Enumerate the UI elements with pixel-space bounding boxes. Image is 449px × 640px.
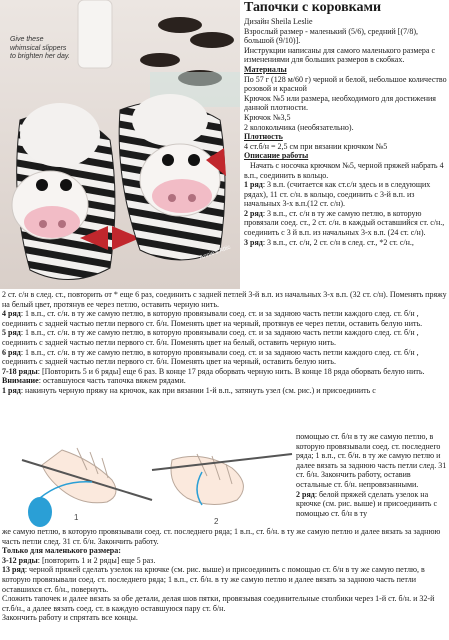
row-label: 1 ряд <box>2 385 21 395</box>
row-text: : 3 в.п., ст. с/н, 2 ст. с/н в след. ст., *2 ст. с/н., <box>262 237 414 247</box>
slippers-photo <box>0 0 240 289</box>
row-text: : [Повторить 5 и 6 ряды] еще 6 раз. В конце 17 ряда оборвать черную нить. В конце 18 ряда оборвать белую нить. <box>37 366 425 376</box>
row-label: 1 ряд <box>244 180 263 190</box>
materials-hook-2: Крючок №3,5 <box>244 112 291 122</box>
row-2 <box>244 209 447 238</box>
attention-note <box>2 376 447 386</box>
flat-row-1-continued: помощью ст. б/н в ту же самую петлю, в которую провязывали соед. ст. последнего ряда; 1 в.п., ст. б/н. в ту же самую петлю и далее вязать за заднюю часть петли след. 31 ст. б/н. Закончить работу, оставив остальные ст. б/н. непровязанными. <box>296 432 447 489</box>
rows-7-18 <box>2 367 447 377</box>
finish-instructions: Закончить работу и спрятать все концы. <box>2 613 138 623</box>
row-3 <box>244 238 447 248</box>
pattern-footer <box>2 527 447 623</box>
work-intro: Начать с носочка крючком №5, черной пряжей набрать 4 в.п., соединить в кольцо. <box>244 160 444 180</box>
rows-3-12 <box>2 556 447 566</box>
photo-caption: Give these whimsical slippers to brighten her day. <box>10 36 70 60</box>
row-5 <box>2 328 447 347</box>
small-size-heading: Только для маленького размера: <box>2 546 121 556</box>
row-label: 5 ряд <box>2 328 21 338</box>
brand-stamp: Annie's Attic <box>198 244 232 262</box>
flat-row-1 <box>2 386 447 396</box>
row-label: 7-18 ряды <box>2 366 38 376</box>
row-text: : 1 в.п., ст. с/н. в ту же самую петлю, в которую провязывали соед. ст. и за заднюю часть петли каждого след. ст. б/н , соединить с задней частью петли первого ст. б/н. Поменять цвет на черный, протянув ее через петли, оставить белую нить. <box>2 309 423 328</box>
materials-hook: Крючок №5 или размера, необходимого для достижения данной плотности. <box>244 93 436 113</box>
flat-row-2-continued: же самую петлю, в которую провязывали соед. ст. последнего ряда; 1 в.п., ст. б/н. в ту же самую петлю и далее вязать за заднюю часть петли след. 31 ст. б/н. Закончить работу. <box>2 527 441 546</box>
gauge-heading: Плотность <box>244 132 283 142</box>
sizes-text: Взрослый размер - маленький (5/6), средний [(7/8), большой (9/10)]. <box>244 26 418 46</box>
side-text <box>296 432 448 518</box>
hands-hook-diagram <box>2 440 294 530</box>
row-label: 2 ряд <box>244 208 263 218</box>
materials-bells: 2 колокольчика (необязательно). <box>244 122 354 132</box>
row-label: 4 ряд <box>2 309 21 319</box>
row-text: : белой пряжей сделать узелок на крючке (см. рис. выше) и присоединить с помощью ст. б/н в ту <box>296 489 438 518</box>
instructions-text: Инструкции написаны для самого маленького размера с изменениями для больших размеров в скобках. <box>244 45 436 65</box>
row-label: 13 ряд <box>2 565 25 575</box>
work-heading: Описание работы <box>244 151 309 161</box>
row-label: 3-12 ряды <box>2 555 38 565</box>
figure-label-2: 2 <box>214 517 219 526</box>
pattern-header <box>244 0 447 247</box>
gauge-text: 4 ст.б/н = 2,5 см при вязании крючком №5 <box>244 141 388 151</box>
figure-label-1: 1 <box>74 513 79 522</box>
row-text: : 3 в.п., ст. с/н в ту же самую петлю, в которую провязали соед. ст., 2 ст. с/н. в каждый оставшийся ст. с/н., соединить с 3 й в.п. из начальных 3-х в.п. (24 ст. с/н). <box>244 208 445 238</box>
row-text: : черной пряжей сделать узелок на крючке (см. рис. выше) и присоединить с помощью ст. б/н в ту же самую петлю, в которую провязывали соед. ст. последнего ряда; 1 в.п., ст. б/н. в ту же самую петлю и далее вязать за заднюю часть петли оставшихся ст. б/н., повернуть. <box>2 565 425 594</box>
attention-text: : оставшуюся часть тапочка вяжем рядами. <box>38 376 186 386</box>
row-text: : [повторить 1 и 2 ряды] еще 5 раз. <box>37 555 156 565</box>
row-text: : 3 в.п. (считается как ст.с/н здесь и в следующих рядах), 11 ст. с/н. в кольцо, соединить с 3-й в.п. из начальных 3-х в.п.(12 ст. с/н). <box>244 180 431 209</box>
row-1 <box>244 180 447 209</box>
row-label: 2 ряд <box>296 489 315 499</box>
page-title: Тапочки с коровками <box>244 0 382 15</box>
row-text: : 1 в.п., ст. с/н. в ту же самую петлю, в которую провязывали соед. ст. и за заднюю часть петли каждого след. ст. б/н , соединить с задней частью петли первого ст. б/н. Поменять цвет на белый, оставить черную нить. <box>2 328 419 347</box>
flat-row-2 <box>296 490 448 519</box>
materials-heading: Материалы <box>244 64 287 74</box>
row-text: : накинуть черную пряжу на крючок, как при вязании 1-й в.п., затянуть узел (см. рис.) и присоединить с <box>20 385 376 395</box>
row-label: 6 ряд <box>2 347 21 357</box>
row-text: : 1 в.п., ст. с/н. в ту же самую петлю, в которую провязывали соед. ст. и за заднюю часть петли каждого след. ст. б/н , соединить с задней частью петли первого ст. б/н. Поменять цвет на черный, оставить белую нить. <box>2 347 419 367</box>
row-4 <box>2 309 447 328</box>
attention-label: Внимание <box>2 376 39 386</box>
design-credit: Дизайн Sheila Leslie <box>244 17 313 26</box>
knot-illustration <box>2 440 294 530</box>
row-6 <box>2 348 447 367</box>
row-label: 3 ряд <box>244 237 263 247</box>
row-3-continued: 2 ст. с/н в след. ст., повторить от * еще 6 раз, соединить с задней петлей 3-й в.п. из начальных 3-х в.п. (32 ст. с/н). Поменять пряжу на белый цвет, протянув ее через петлю, оставить черную нить. <box>2 290 447 309</box>
materials-yarn: По 57 г (128 м/60 г) черной и белой, небольшое количество розовой и красной <box>244 74 447 94</box>
pattern-body <box>2 290 447 396</box>
sew-instructions: Сложить тапочек и далее вязать за обе детали, делая шов пятки, провязывая соединительные столбики через 1-й ст. б/н. и 32-й ст.б/н., а далее вязать соед. ст. в каждую оставшуюся пару ст. б/н. <box>2 594 435 613</box>
row-13 <box>2 565 447 594</box>
